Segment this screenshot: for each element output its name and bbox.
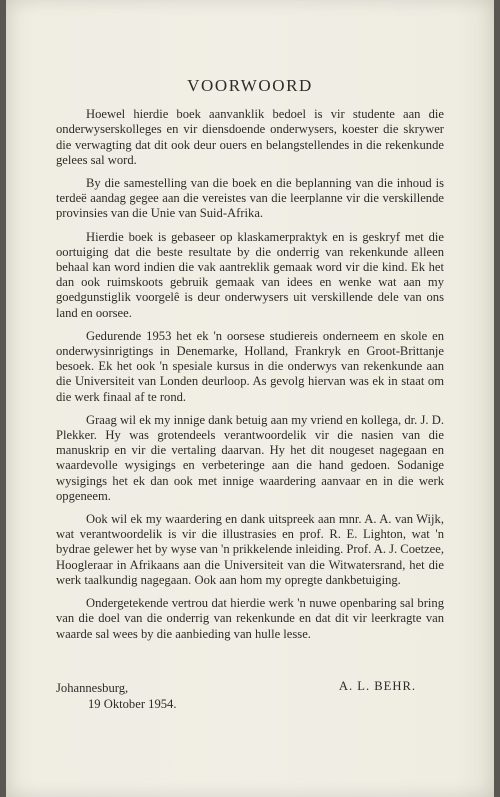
paragraph-1: Hoewel hierdie boek aanvanklik bedoel is vir studente aan die onderwyserskolleges en vir diensdoende onderwysers, koester die skrywer die verwagting dat dit ook deur ouers en belangstellendes in die rekenkunde gelees sal word. (56, 107, 444, 167)
author-name: A. L. BEHR. (338, 679, 416, 693)
signature-block (56, 675, 416, 720)
preface-body (56, 70, 444, 646)
page-title: VOORWOORD (187, 76, 313, 95)
place-line: Johannesburg, (56, 681, 129, 695)
paragraph-6: Ook wil ek my waardering en dank uitspreek aan mnr. A. A. van Wijk, wat verantwoordelik is vir die illustrasies en prof. R. E. Lighton, wat 'n bydrae gelewer het by wyse van 'n prikkelende inleiding. Prof. A. J. Coetzee, Hoogleraar in Afrikaans aan die Universiteit van die Witwatersrand, het die werk taalkundig nagegaan. Ook aan hom my opregte dankbetuiging. (56, 512, 445, 587)
book-page (6, 0, 494, 797)
paragraph-2: By die samestelling van die boek en die beplanning van die inhoud is terdeë aandag gegee aan die vereistes van die leerplanne vir die verskillende provinsies van die Unie van Suid-Afrika. (56, 176, 444, 221)
paragraph-3: Hierdie boek is gebaseer op klaskamerpraktyk en is geskryf met die oortuiging dat die beste resultate by die onderrig van rekenkunde alleen behaal kan word indien die vak aantreklik gemaak word vir die kind. Ek het dan ook ruimskoots gebruik gemaak van idees en wenke wat aan my goedgunstiglik voorgelê is deur onderwysers uit verskillende dele van ons land en oorsee. (56, 229, 444, 320)
paragraph-5: Graag wil ek my innige dank betuig aan my vriend en kollega, dr. J. D. Plekker. Hy was grotendeels verantwoordelik vir die nasien van die manuskrip en vir die vertaling daarvan. Hy het dit nougeset nagegaan en waardevolle wysigings en verbeteringe aan die hand gedoen. Sodanige wysigings het ek dan ook met innige waardering aanvaar en in die werk opgeneem. (56, 412, 444, 503)
paragraph-7: Ondergetekende vertrou dat hierdie werk 'n nuwe openbaring sal bring van die doel van die onderrig van rekenkunde en dat dit vir leerkragte van waarde sal wees by die aanbieding van hulle lesse. (56, 596, 444, 641)
date-line: 19 Oktober 1954. (88, 697, 177, 711)
paragraph-4: Gedurende 1953 het ek 'n oorsese studiereis onderneem en skole en onderwysinrigtings in Denemarke, Holland, Frankryk en Groot-Brittanje besoek. Ek het ook 'n spesiale kursus in die onderwys van rekenkunde aan die Universiteit van Londen deurloop. As gevolg hiervan was ek in staat om die werk finaal af te rond. (56, 328, 444, 404)
